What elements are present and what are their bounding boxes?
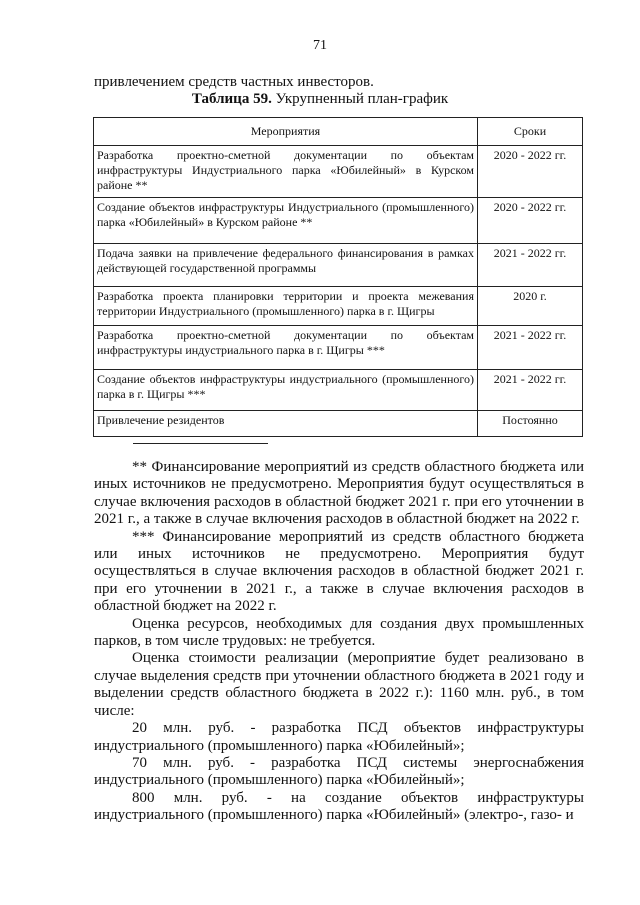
term-cell: 2020 - 2022 гг. [478,146,583,198]
term-cell: 2020 - 2022 гг. [478,198,583,244]
schedule-table [93,117,583,437]
footnote-separator [133,443,268,444]
footnote: ** Финансирование мероприятий из средств областного бюджета или иных источников не предусмотрено. Мероприятия будут осуществляться в случае включения расходов в областной бюджет 2021 г. при его уточнении в 2021 г., а также в случае включения расходов в областной бюджет на 2022 г. [94,459,584,528]
page-number: 71 [313,38,327,53]
table-title-label: Таблица 59. [191,91,272,107]
activity-cell: Создание объектов инфраструктуры Индустриального (промышленного) парка «Юбилейный» в Курском районе ** [94,198,478,244]
table-row [94,244,583,287]
body-text [94,459,584,825]
activity-cell: Разработка проекта планировки территории и проекта межевания территории Индустриального (промышленного) парка в г. Щигры [94,287,478,326]
paragraph: Оценка ресурсов, необходимых для создания двух промышленных парков, в том числе трудовых: не требуется. [94,615,584,650]
table-row [94,326,583,370]
term-cell: 2020 г. [478,287,583,326]
header-terms: Сроки [478,118,583,146]
table-title [0,91,640,108]
table-row [94,198,583,244]
term-cell: Постоянно [478,411,583,437]
table-row [94,287,583,326]
header-activities: Мероприятия [94,118,478,146]
table-row [94,370,583,411]
table-header-row [94,118,583,146]
paragraph: 70 млн. руб. - разработка ПСД системы энергоснабжения индустриального (промышленного) парка «Юбилейный»; [94,754,584,789]
activity-cell: Создание объектов инфраструктуры индустриального (промышленного) парка в г. Щигры *** [94,370,478,411]
table-row [94,146,583,198]
paragraph: 20 млн. руб. - разработка ПСД объектов инфраструктуры индустриального (промышленного) парка «Юбилейный»; [94,720,584,754]
activity-cell: Привлечение резидентов [94,411,478,437]
paragraph: Оценка стоимости реализации (мероприятие будет реализовано в случае выделения средств при уточнении областного бюджета в 2021 году и выделении средств областного бюджета в 2022 г.): 1160 млн. руб., в том числе: [94,650,584,719]
activity-cell: Подача заявки на привлечение федерального финансирования в рамках действующей государственной программы [94,244,478,287]
footnote: *** Финансирование мероприятий из средств областного бюджета или иных источников не предусмотрено. Мероприятия будут осуществляться в случае включения расходов в областной бюджет 2021 г. при его уточнении в 2021 г., а также в случае включения расходов в областной бюджет на 2022 г. [94,528,584,615]
activity-cell: Разработка проектно-сметной документации по объектам инфраструктуры Индустриального парка «Юбилейный» в Курском районе ** [94,146,478,198]
activity-cell: Разработка проектно-сметной документации по объектам инфраструктуры индустриального парка в г. Щигры *** [94,326,478,370]
table-title-text: Укрупненный план-график [271,91,449,107]
term-cell: 2021 - 2022 гг. [478,326,583,370]
paragraph: 800 млн. руб. - на создание объектов инфраструктуры индустриального (промышленного) парка «Юбилейный» (электро-, газо- и [94,789,584,824]
intro-line: привлечением средств частных инвесторов. [94,74,374,90]
term-cell: 2021 - 2022 гг. [478,370,583,411]
table-row [94,411,583,437]
term-cell: 2021 - 2022 гг. [478,244,583,287]
